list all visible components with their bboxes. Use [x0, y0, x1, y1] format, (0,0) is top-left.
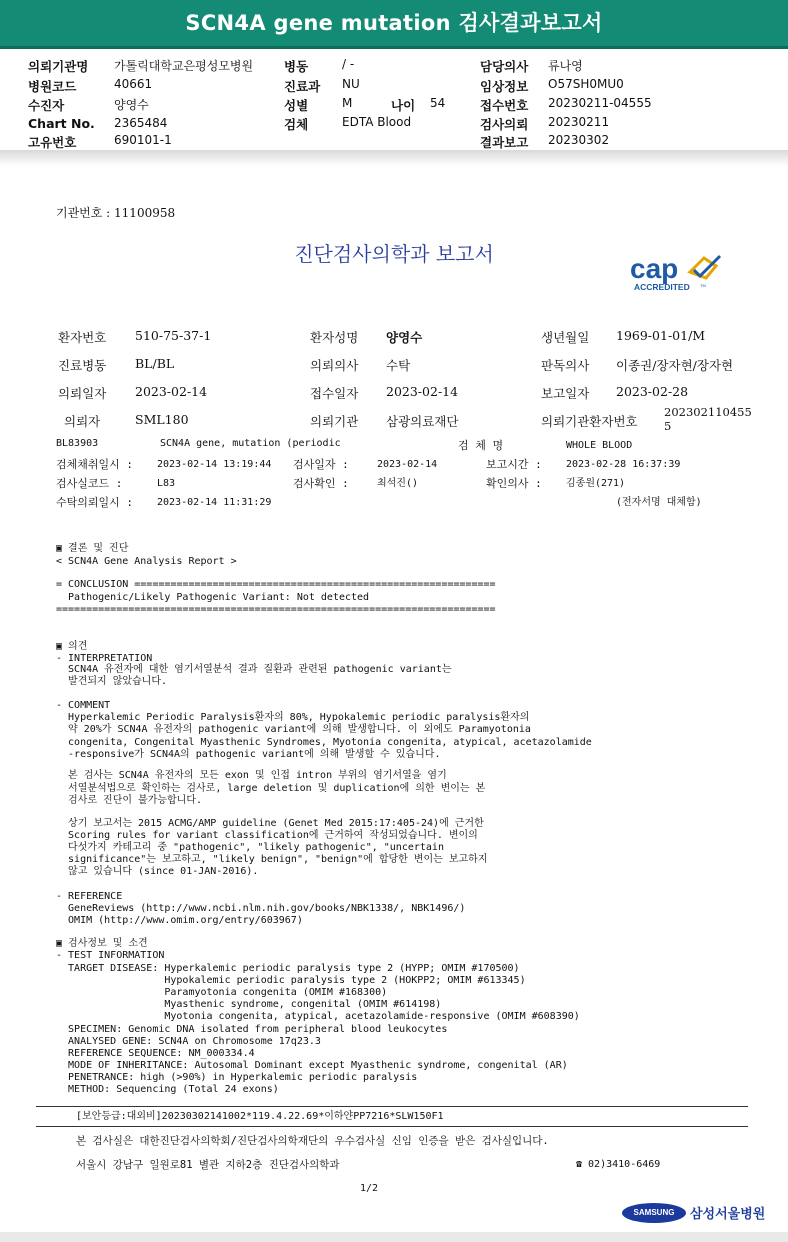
age-value: 54	[430, 96, 446, 110]
header-label: 성별	[284, 98, 309, 113]
report-line: Myasthenic syndrome, congenital (OMIM #614198)	[56, 999, 442, 1010]
header-value: 20230211	[548, 115, 610, 129]
report-line: ANALYSED GENE: SCN4A on Chromosome 17q23.3	[56, 1036, 321, 1047]
report-line: Hypokalemic periodic paralysis type 2 (HOKPP2; OMIM #613345)	[56, 975, 526, 986]
patient-label: 판독의사	[541, 358, 590, 373]
report-line: congenita, Congenital Myasthenic Syndromes, Myotonia congenita, atypical, acetazolamide	[56, 737, 592, 748]
header-value: 40661	[114, 77, 153, 91]
patient-value: 202302110455	[664, 405, 752, 419]
report-line: Hyperkalemic Periodic Paralysis환자의 80%, Hypokalemic periodic paralysis환자의	[56, 712, 530, 723]
test-name: SCN4A gene, mutation (periodic	[160, 438, 341, 449]
report-label: 보고시간 :	[486, 458, 542, 471]
bottom-band	[0, 1232, 788, 1242]
report-line: 발견되지 않았습니다.	[56, 676, 168, 687]
patient-value: 2023-02-14	[135, 384, 208, 399]
header-value: 가톨릭대학교은평성모병원	[114, 59, 254, 73]
report-line: - INTERPRETATION	[56, 653, 153, 664]
report-line: -responsive가 SCN4A의 pathogenic variant에 의해 발생할 수 있습니다.	[56, 749, 441, 760]
footer-divider	[36, 1106, 748, 1107]
patient-value: BL/BL	[135, 356, 175, 371]
report-line: - REFERENCE	[56, 891, 123, 902]
certification-line: 본 검사실은 대한진단검사의학회/진단검사의학재단의 우수검사실 신임 인증을 받은 검사실입니다.	[76, 1135, 549, 1147]
patient-label: 의뢰기관환자번호	[541, 414, 638, 429]
patient-label: 진료병동	[58, 358, 107, 373]
header-value: 류나영	[548, 59, 583, 73]
report-line: 본 검사는 SCN4A 유전자의 모든 exon 및 인접 intron 부위의 염기서열을 염기	[56, 770, 447, 781]
report-line: 서열분석법으로 확인하는 검사로, large deletion 및 duplication에 의한 변이는 본	[56, 783, 486, 794]
doctor-value: 김종원(271)	[566, 478, 626, 489]
section-heading: ▣ 검사정보 및 소견	[56, 938, 148, 949]
report-line: 상기 보고서는 2015 ACMG/AMP guideline (Genet Med 2015:17:405-24)에 근거한	[56, 818, 484, 829]
header-value: M	[342, 96, 353, 110]
report-line: Scoring rules for variant classification에 근거하여 작성되었습니다. 변이의	[56, 830, 478, 841]
report-title: SCN4A gene mutation 검사결과보고서	[185, 11, 603, 35]
collect-value: 2023-02-14 13:19:44	[157, 459, 272, 470]
phone-line: ☎ 02)3410-6469	[576, 1159, 661, 1170]
age-label: 나이	[391, 98, 416, 113]
report-line: - COMMENT	[56, 700, 111, 711]
header-value: 690101-1	[114, 133, 172, 147]
conclusion-header: = CONCLUSION ============================================================	[56, 579, 496, 590]
patient-value-wrap: 5	[664, 419, 672, 433]
institution-number: 기관번호 : 11100958	[56, 206, 176, 220]
samsung-mark: SAMSUNG	[622, 1203, 686, 1223]
report-line: OMIM (http://www.omim.org/entry/603967)	[56, 915, 303, 926]
report-line: MODE OF INHERITANCE: Autosomal Dominant except Myasthenic syndrome, congenital (AR)	[56, 1060, 568, 1071]
confirm-value: 최석진()	[377, 478, 419, 489]
patient-value: 2023-02-28	[616, 384, 689, 399]
header-label: 병원코드	[28, 79, 77, 94]
report-line: Myotonia congenita, atypical, acetazolamide-responsive (OMIM #608390)	[56, 1011, 580, 1022]
report-line: < SCN4A Gene Analysis Report >	[56, 556, 237, 567]
header-label: 검사의뢰	[480, 117, 529, 132]
address-line: 서울시 강남구 일원로81 별관 지하2층 진단검사의학과	[76, 1159, 340, 1171]
header-label: 의뢰기관명	[28, 59, 89, 74]
testdate-value: 2023-02-14	[377, 459, 438, 470]
testdate-label: 검사일자 :	[293, 458, 349, 471]
header-value: 2365484	[114, 116, 168, 130]
header-value: O57SH0MU0	[548, 77, 624, 91]
doctor-label: 확인의사 :	[486, 477, 542, 490]
header-value: EDTA Blood	[342, 115, 412, 129]
cap-logo-tm: TM	[700, 283, 706, 288]
section-heading: ▣ 결론 및 진단	[56, 543, 129, 554]
conclusion-footer: =========================================================================	[56, 604, 496, 615]
patient-label: 보고일자	[541, 386, 590, 401]
report-line: REFERENCE SEQUENCE: NM_000334.4	[56, 1048, 255, 1059]
report-value: 2023-02-28 16:37:39	[566, 459, 681, 470]
patient-label: 접수일자	[310, 386, 359, 401]
page-shadow	[0, 150, 788, 166]
receive-value: 2023-02-14 11:31:29	[157, 497, 272, 508]
report-line: 검사로 진단이 불가능합니다.	[56, 795, 203, 806]
security-line: [보안등급:대외비]20230302141002*119.4.22.69*이하얀PP7216*SLW150F1	[76, 1111, 444, 1122]
report-line: 다섯가지 카테고리 중 "pathogenic", "likely pathogenic", "uncertain	[56, 842, 444, 853]
section-heading: ▣ 의견	[56, 641, 88, 652]
cap-logo-sub: ACCREDITED	[634, 282, 690, 292]
header-label: 담당의사	[480, 59, 529, 74]
report-line: SCN4A 유전자에 대한 염기서열분석 결과 질환과 관련된 pathogenic variant는	[56, 664, 452, 675]
cap-accredited-logo	[628, 250, 728, 300]
esign-note: (전자서명 대체함)	[616, 497, 702, 508]
conclusion-result: Pathogenic/Likely Pathogenic Variant: Not detected	[56, 592, 370, 603]
patient-value: 수탁	[386, 358, 411, 373]
samsung-hospital-logo	[622, 1202, 765, 1223]
patient-label: 의뢰자	[64, 414, 101, 429]
header-label: 접수번호	[480, 98, 529, 113]
specimen-label: 검 체 명	[458, 439, 504, 452]
patient-value: 510-75-37-1	[135, 328, 212, 343]
header-label: 병동	[284, 59, 309, 74]
patient-label: 의뢰의사	[310, 358, 359, 373]
patient-value: 2023-02-14	[386, 384, 459, 399]
report-line: Paramyotonia congenita (OMIM #168300)	[56, 987, 388, 998]
header-value: / -	[342, 57, 355, 71]
patient-label: 환자번호	[58, 330, 107, 345]
specimen-value: WHOLE BLOOD	[566, 440, 633, 451]
report-line: 않고 있습니다 (since 01-JAN-2016).	[56, 866, 259, 877]
header-label: 수진자	[28, 98, 65, 113]
header-label: Chart No.	[28, 116, 95, 131]
header-label: 결과보고	[480, 135, 529, 150]
receive-label: 수탁의뢰일시 :	[56, 496, 134, 509]
header-label: 임상정보	[480, 79, 529, 94]
header-label: 검체	[284, 117, 309, 132]
header-value: 20230211-04555	[548, 96, 652, 110]
patient-value: 1969-01-01/M	[616, 328, 706, 343]
page-number: 1/2	[360, 1183, 379, 1194]
patient-value: SML180	[135, 412, 189, 427]
report-line: GeneReviews (http://www.ncbi.nlm.nih.gov/books/NBK1338/, NBK1496/)	[56, 903, 466, 914]
report-title-bar	[0, 0, 788, 49]
patient-label: 의뢰기관	[310, 414, 359, 429]
report-line: - TEST INFORMATION	[56, 950, 165, 961]
header-value: NU	[342, 77, 360, 91]
report-line: SPECIMEN: Genomic DNA isolated from peripheral blood leukocytes	[56, 1024, 448, 1035]
header-value: 양영수	[114, 98, 149, 112]
cap-logo-text: cap	[630, 253, 679, 284]
patient-label: 환자성명	[310, 330, 359, 345]
room-value: L83	[157, 478, 176, 489]
test-code: BL83903	[56, 438, 99, 449]
collect-label: 검체채취일시 :	[56, 458, 134, 471]
patient-label: 의뢰일자	[58, 386, 107, 401]
patient-value: 삼광의료재단	[386, 414, 459, 429]
report-line: 약 20%가 SCN4A 유전자의 pathogenic variant에 의해 발생합니다. 이 외에도 Paramyotonia	[56, 724, 531, 735]
document-title: 진단검사의학과 보고서	[294, 242, 494, 266]
header-label: 고유번호	[28, 135, 77, 150]
header-value: 20230302	[548, 133, 610, 147]
patient-label: 생년월일	[541, 330, 590, 345]
report-line: METHOD: Sequencing (Total 24 exons)	[56, 1084, 279, 1095]
footer-divider	[36, 1126, 748, 1127]
patient-value: 이종권/장자현/장자현	[616, 358, 734, 373]
samsung-hospital-name: 삼성서울병원	[690, 1207, 766, 1222]
report-line: significance"는 보고하고, "likely benign", "benign"에 합당한 변이는 보고하지	[56, 854, 488, 865]
room-label: 검사실코드 :	[56, 477, 123, 490]
report-line: TARGET DISEASE: Hyperkalemic periodic paralysis type 2 (HYPP; OMIM #170500)	[56, 963, 520, 974]
confirm-label: 검사확인 :	[293, 477, 349, 490]
header-label: 진료과	[284, 79, 321, 94]
report-line: PENETRANCE: high (>90%) in Hyperkalemic periodic paralysis	[56, 1072, 418, 1083]
patient-value: 양영수	[386, 330, 423, 345]
